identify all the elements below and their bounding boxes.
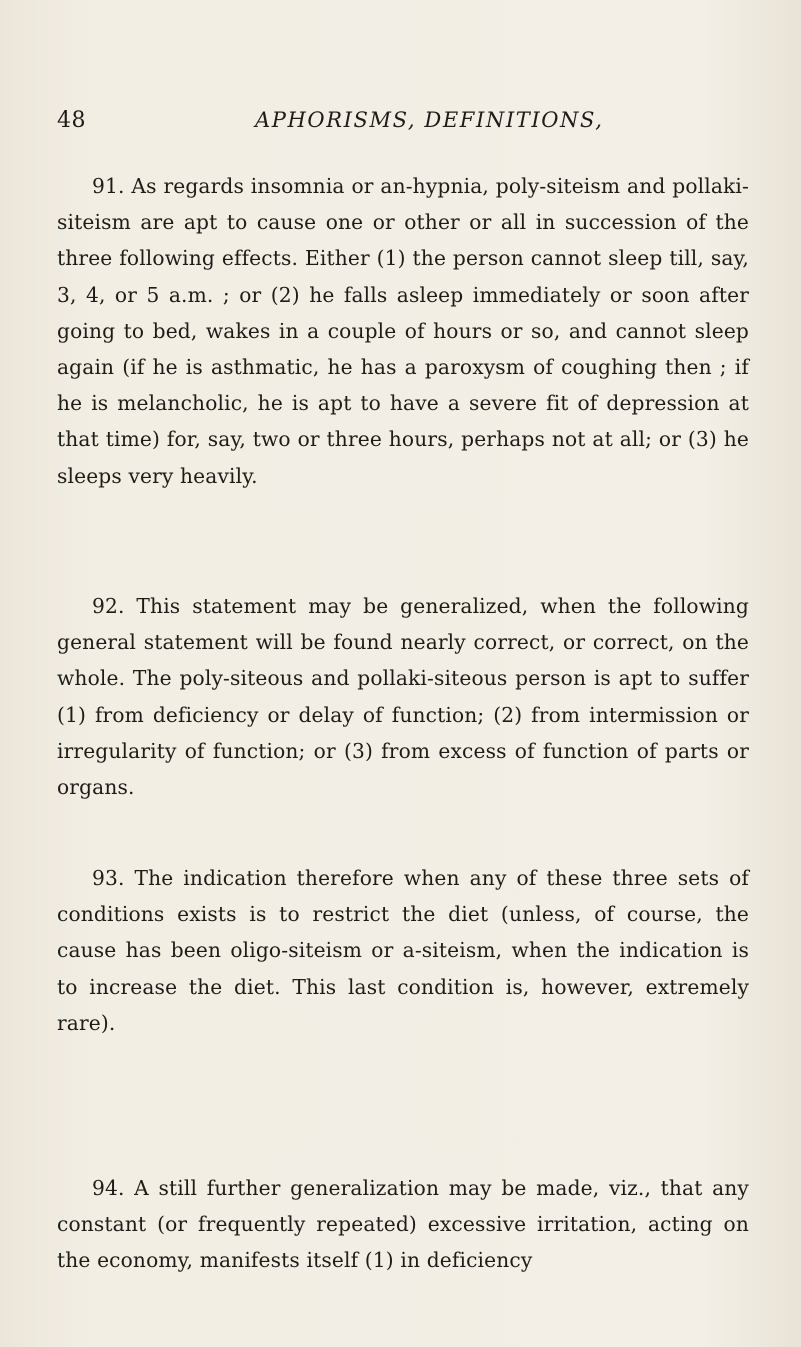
paragraph-91: 91. As regards insomnia or an-hypnia, poly-siteism and pollaki-siteism are apt to cause one or other or all in succession of the three following effects. Either (1) the person cannot sleep till, say, 3, 4, or 5 a.m. ; or (2) he falls asleep immediately or soon after going to bed, wakes in a couple of hours or so, and cannot sleep again (if he is asthmatic, he has a paroxysm of coughing then ; if he is melancholic, he is apt to have a severe fit of depression at that time) for, say, two or three hours, perhaps not at all; or (3) he sleeps very heavily. xyxy=(57,174,749,488)
page-header xyxy=(57,108,747,142)
paragraph-94: 94. A still further generalization may be made, viz., that any constant (or frequently repeated) excessive irritation, acting on the economy, manifests itself (1) in deficiency xyxy=(57,1176,749,1273)
paragraph-93: 93. The indication therefore when any of these three sets of conditions exists is to restrict the diet (unless, of course, the cause has been oligo-siteism or a-siteism, when the indication is to increase the diet. This last condition is, however, extremely rare). xyxy=(57,866,749,1035)
paragraph-92: 92. This statement may be generalized, when the following general statement will be found nearly correct, or correct, on the whole. The poly-siteous and pollaki-siteous person is apt to suffer (1) from deficiency or delay of function; (2) from intermission or irregularity of function; or (3) from excess of function of parts or organs. xyxy=(57,594,749,800)
running-head: APHORISMS, DEFINITIONS, xyxy=(255,108,604,132)
page-number: 48 xyxy=(57,108,86,133)
